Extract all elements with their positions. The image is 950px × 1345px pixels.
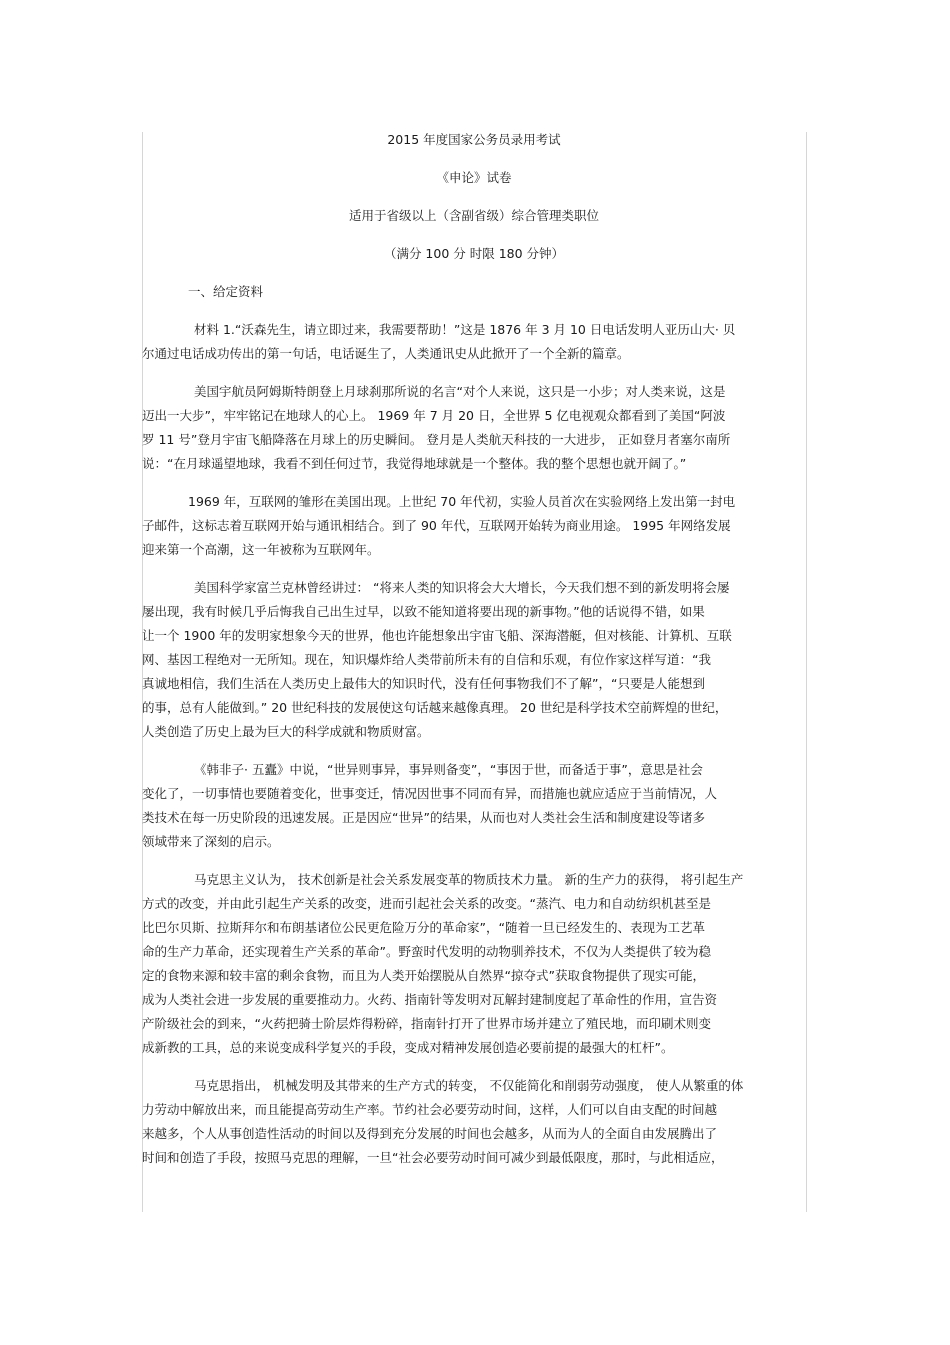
paragraph bbox=[142, 576, 806, 744]
document-page bbox=[142, 128, 806, 1170]
paragraph-line: 真诚地相信，我们生活在人类历史上最伟大的知识时代，没有任何事物我们不了解”，“只要是人能想到 bbox=[142, 676, 705, 691]
paragraph-line: 罗 11 号”登月宇宙飞船降落在月球上的历史瞬间。 登月是人类航天科技的一大进步， 正如登月者塞尔南所 bbox=[142, 432, 731, 447]
exam-score-time: （满分 100 分 时限 180 分钟） bbox=[383, 246, 565, 261]
paragraph-line: 比巴尔贝斯、拉斯拜尔和布朗基诸位公民更危险万分的革命家”，“随着一旦已经发生的、表现为工艺革 bbox=[142, 920, 705, 935]
paragraph-line: 成新教的工具，总的来说变成科学复兴的手段，变成对精神发展创造必要前提的最强大的杠杆”。 bbox=[142, 1040, 674, 1055]
paragraph-line: 美国宇航员阿姆斯特朗登上月球刹那所说的名言“对个人来说，这只是一小步；对人类来说，这是 bbox=[194, 384, 726, 399]
paragraph-line: 《韩非子· 五蠹》中说，“世异则事异，事异则备变”，“事因于世，而备适于事”，意思是社会 bbox=[194, 762, 703, 777]
paragraph-line: 变化了，一切事情也要随着变化，世事变迁，情况因世事不同而有异，而措施也就应适应于当前情况，人 bbox=[142, 786, 718, 801]
paragraph-line: 产阶级社会的到来，“火药把骑士阶层炸得粉碎，指南针打开了世界市场并建立了殖民地，而印刷术则变 bbox=[142, 1016, 711, 1031]
paragraph-line: 时间和创造了手段，按照马克思的理解，一旦“社会必要劳动时间可减少到最低限度，那时，与此相适应， bbox=[142, 1150, 724, 1165]
paragraph-line: 迈出一大步”，牢牢铭记在地球人的心上。 1969 年 7 月 20 日，全世界 5 亿电视观众都看到了美国“阿波 bbox=[142, 408, 726, 423]
paragraph bbox=[142, 318, 806, 366]
exam-title: 2015 年度国家公务员录用考试 bbox=[387, 132, 561, 147]
paragraph-line: 说：“在月球遥望地球，我看不到任何过节，我觉得地球就是一个整体。我的整个思想也就开阔了。” bbox=[142, 456, 687, 471]
paragraph-line: 迎来第一个高潮，这一年被称为互联网年。 bbox=[142, 542, 380, 557]
paragraph-line: 美国科学家富兰克林曾经讲过： “将来人类的知识将会大大增长，今天我们想不到的新发明将会屡 bbox=[194, 580, 730, 595]
paragraph-line: 网、基因工程绝对一无所知。现在，知识爆炸给人类带前所未有的自信和乐观，有位作家这样写道：“我 bbox=[142, 652, 711, 667]
paragraph-line: 尔通过电话成功传出的第一句话，电话诞生了，人类通讯史从此掀开了一个全新的篇章。 bbox=[142, 346, 630, 361]
exam-scope: 适用于省级以上（含副省级）综合管理类职位 bbox=[348, 208, 599, 223]
paragraph-line: 命的生产力革命，还实现着生产关系的革命”。野蛮时代发明的动物驯养技术，不仅为人类提供了较为稳 bbox=[142, 944, 711, 959]
paragraph-line: 来越多，个人从事创造性活动的时间以及得到充分发展的时间也会越多，从而为人的全面自由发展腾出了 bbox=[142, 1126, 718, 1141]
paragraph-line: 定的食物来源和较丰富的剩余食物，而且为人类开始摆脱从自然界“掠夺式”获取食物提供了现实可能， bbox=[142, 968, 705, 983]
paragraph-line: 力劳动中解放出来，而且能提高劳动生产率。节约社会必要劳动时间，这样，人们可以自由支配的时间越 bbox=[142, 1102, 718, 1117]
paragraph bbox=[142, 490, 806, 562]
paragraph-line: 类技术在每一历史阶段的迅速发展。正是因应“世异”的结果，从而也对人类社会生活和制度建设等诸多 bbox=[142, 810, 705, 825]
paragraph-line: 材料 1.“沃森先生，请立即过来，我需要帮助！”这是 1876 年 3 月 10 日电话发明人亚历山大· 贝 bbox=[194, 322, 736, 337]
paragraph-line: 子邮件，这标志着互联网开始与通讯相结合。到了 90 年代，互联网开始转为商业用途。 1995 年网络发展 bbox=[142, 518, 731, 533]
paragraph-line: 让一个 1900 年的发明家想象今天的世界，他也许能想象出宇宙飞船、深海潜艇，但对核能、计算机、互联 bbox=[142, 628, 732, 643]
exam-subtitle: 《申论》试卷 bbox=[436, 170, 512, 185]
paragraph-line: 方式的改变，并由此引起生产关系的改变，进而引起社会关系的改变。“蒸汽、电力和自动纺织机甚至是 bbox=[142, 896, 711, 911]
paragraph-line: 屡出现，我有时候几乎后悔我自己出生过早，以致不能知道将要出现的新事物。”他的话说得不错，如果 bbox=[142, 604, 705, 619]
paragraph-line: 马克思指出， 机械发明及其带来的生产方式的转变， 不仅能简化和削弱劳动强度， 使人从繁重的体 bbox=[194, 1078, 744, 1093]
paragraph-line: 马克思主义认为， 技术创新是社会关系发展变革的物质技术力量。 新的生产力的获得， 将引起生产 bbox=[194, 872, 744, 887]
paragraph-line: 成为人类社会进一步发展的重要推动力。火药、指南针等发明对瓦解封建制度起了革命性的作用，宣告资 bbox=[142, 992, 718, 1007]
paragraph bbox=[142, 868, 806, 1060]
paragraph bbox=[142, 758, 806, 854]
paragraph-line: 1969 年，互联网的雏形在美国出现。上世纪 70 年代初，实验人员首次在实验网络上发出第一封电 bbox=[188, 494, 736, 509]
paragraph bbox=[142, 380, 806, 476]
section-heading: 一、给定资料 bbox=[188, 284, 264, 299]
paragraph-line: 人类创造了历史上最为巨大的科学成就和物质财富。 bbox=[142, 724, 430, 739]
paragraph-line: 的事，总有人能做到。” 20 世纪科技的发展使这句话越来越像真理。 20 世纪是科学技术空前辉煌的世纪， bbox=[142, 700, 728, 715]
paragraph bbox=[142, 1074, 806, 1170]
page-right-edge bbox=[806, 132, 807, 1212]
material-paragraphs bbox=[142, 318, 806, 1170]
paragraph-line: 领域带来了深刻的启示。 bbox=[142, 834, 280, 849]
